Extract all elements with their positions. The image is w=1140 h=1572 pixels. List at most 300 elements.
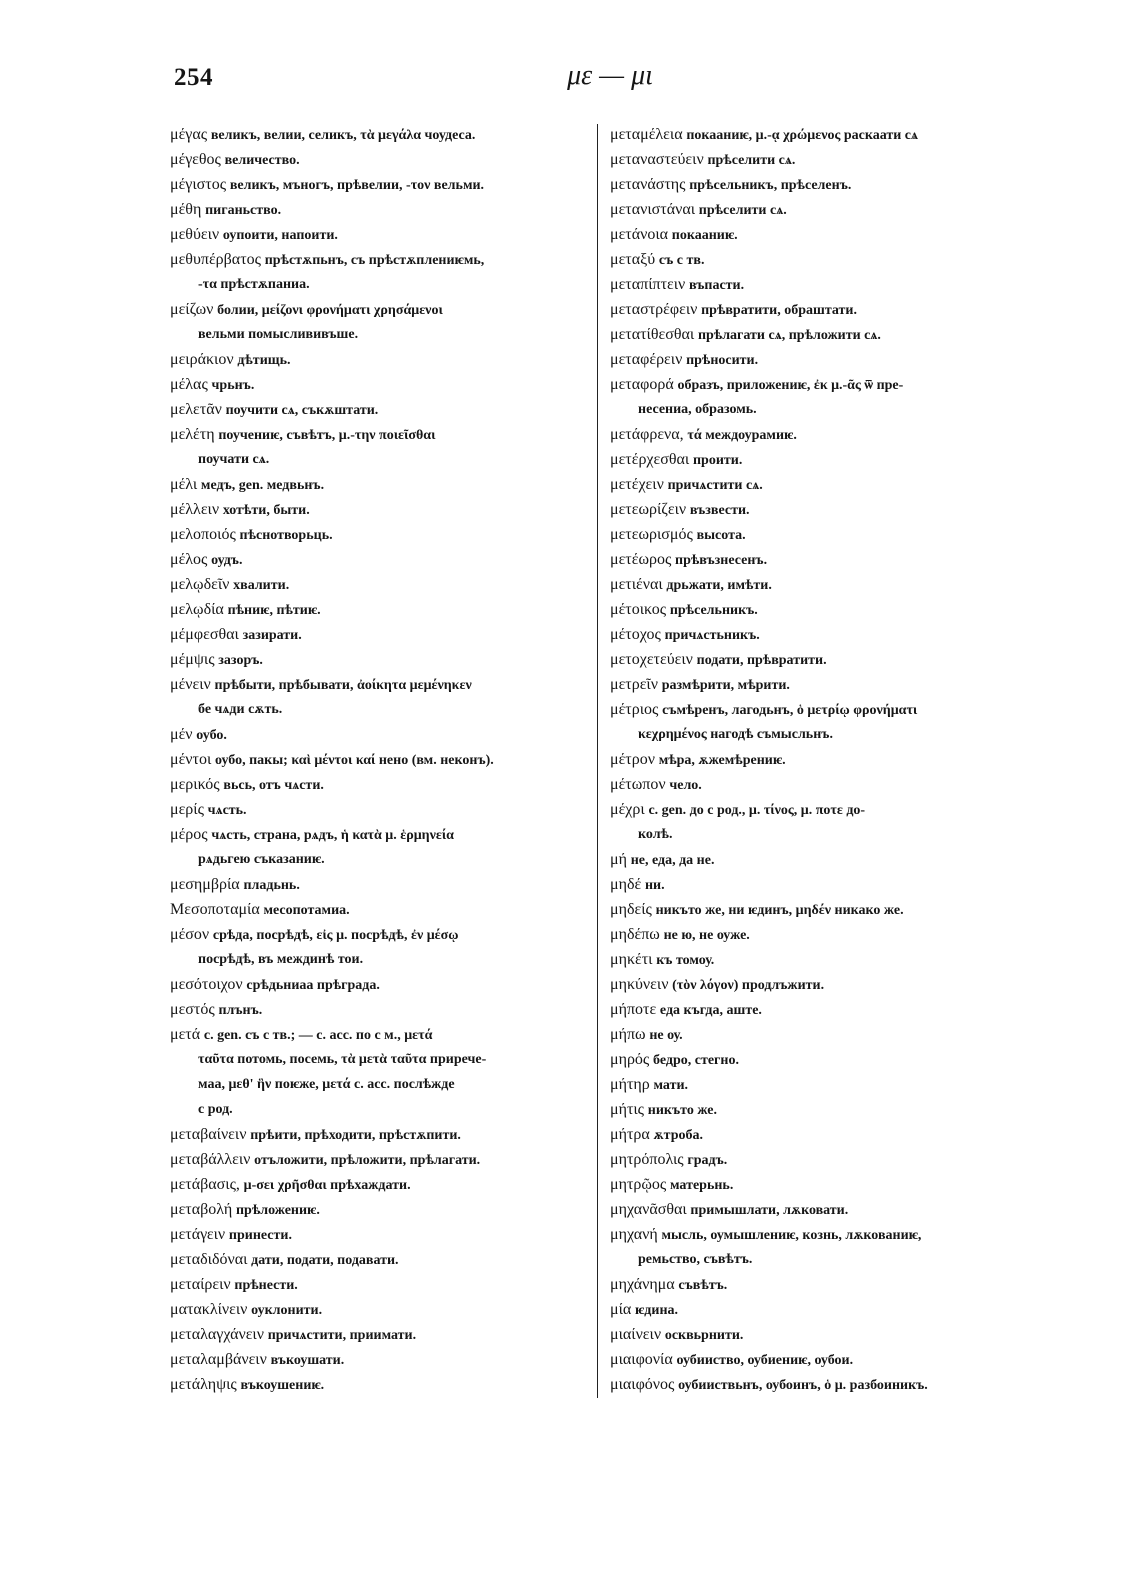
headword: μεταξύ — [610, 251, 656, 268]
line-text — [610, 872, 665, 897]
entry-line — [610, 1222, 1034, 1247]
entry-line — [610, 797, 1034, 822]
entry-line — [170, 797, 590, 822]
gloss-text: чрьнъ. — [211, 378, 255, 393]
gloss-text: высота. — [696, 528, 746, 543]
headword: μετανάστης — [610, 176, 686, 193]
entry-line — [170, 1322, 590, 1347]
line-text — [610, 947, 714, 972]
headword: μέρος — [170, 826, 208, 843]
entry-line — [170, 1147, 590, 1172]
headword: μετανιστάναι — [610, 201, 696, 218]
entry-continuation-line — [170, 1072, 590, 1097]
line-text — [610, 472, 763, 497]
entry-line — [170, 422, 590, 447]
gloss-text: дрьжати, имѣти. — [666, 578, 772, 593]
line-text — [610, 572, 772, 597]
gloss-text: образъ, приложениѥ, ἐκ μ.-ᾶς ѿ пре- — [677, 378, 904, 393]
entry-line — [610, 172, 1034, 197]
headword: μεσημβρία — [170, 876, 240, 893]
line-text — [610, 522, 746, 547]
gloss-text: зазирати. — [242, 628, 302, 643]
gloss-text: прѣлагати сѧ, прѣложити сѧ. — [697, 328, 881, 343]
dictionary-entry — [170, 572, 590, 597]
line-text — [610, 1222, 921, 1247]
headword: μητρόπολις — [610, 1151, 684, 1168]
line-text — [610, 1072, 688, 1097]
line-text — [170, 472, 324, 497]
gloss-text: примышлати, лѫковати. — [690, 1203, 849, 1218]
headword: μέμψις — [170, 651, 215, 668]
dictionary-entry — [610, 622, 1034, 647]
headword: μηδείς — [610, 901, 652, 918]
gloss-text: прѣвратити, обраштати. — [701, 303, 857, 318]
line-text — [170, 772, 324, 797]
line-text — [610, 747, 786, 772]
column-divider — [597, 124, 598, 1398]
entry-line — [610, 1172, 1034, 1197]
line-text — [170, 122, 475, 147]
line-text — [170, 997, 262, 1022]
line-text — [170, 147, 300, 172]
line-text — [170, 1297, 322, 1322]
gloss-text: вьсь, отъ чѧсти. — [223, 778, 324, 793]
entry-line — [170, 172, 590, 197]
line-text — [170, 622, 302, 647]
gloss-text: прѣселити сѧ. — [698, 203, 787, 218]
dictionary-entry — [170, 347, 590, 372]
entry-line — [610, 297, 1034, 322]
entry-line — [170, 1247, 590, 1272]
gloss-text: чѧсть, страна, рѧдъ, ἡ κατὰ μ. ἑρμηνεία — [211, 828, 454, 843]
headword: μετάγειν — [170, 1226, 226, 1243]
headword: μέλας — [170, 376, 208, 393]
headword: μεθυπέρβατος — [170, 251, 261, 268]
dictionary-entry — [610, 372, 1034, 422]
line-text — [170, 897, 350, 922]
headword: μεταβάλλειν — [170, 1151, 251, 1168]
headword: μηδέ — [610, 876, 642, 893]
gloss-text: ѫтроба. — [653, 1128, 703, 1143]
dictionary-entry — [610, 1147, 1034, 1172]
line-text — [610, 372, 903, 397]
line-text — [170, 597, 321, 622]
gloss-text: покааниѥ, μ.-ᾳ χρώμενος раскаати сѧ — [686, 128, 919, 143]
headword: μέτοχος — [610, 626, 661, 643]
headword: μετρεῖν — [610, 676, 658, 693]
dictionary-entry — [170, 897, 590, 922]
gloss-text: месопотамиа. — [263, 903, 350, 918]
entry-line — [170, 1297, 590, 1322]
entry-line — [610, 947, 1034, 972]
dictionary-entry — [610, 297, 1034, 322]
entry-line — [170, 772, 590, 797]
line-text — [610, 147, 795, 172]
line-text — [170, 1347, 344, 1372]
entry-line — [610, 672, 1034, 697]
gloss-text: ѥдина. — [635, 1303, 679, 1318]
headword: μιαίνειν — [610, 1326, 662, 1343]
gloss-text: мѣра, ѫжемѣрениѥ. — [658, 753, 786, 768]
gloss-text: принести. — [228, 1228, 292, 1243]
entry-line — [170, 1197, 590, 1222]
dictionary-entry — [170, 1272, 590, 1297]
line-text — [610, 197, 787, 222]
headword: μέλλειν — [170, 501, 220, 518]
gloss-text: плънъ. — [218, 1003, 263, 1018]
headword: μηχανᾶσθαι — [610, 1201, 687, 1218]
line-text — [610, 222, 738, 247]
dictionary-entry — [170, 1372, 590, 1397]
gloss-text: срѣда, посрѣдѣ, εἰς μ. посрѣдѣ, ἐν μέσῳ — [212, 928, 459, 943]
entry-line — [170, 1172, 590, 1197]
dictionary-entry — [610, 1097, 1034, 1122]
line-text — [610, 847, 714, 872]
gloss-text: маа, μεθ' ἣν поѥже, μετά c. acc. послѣжде — [198, 1077, 455, 1092]
dictionary-entry — [610, 197, 1034, 222]
entry-line — [170, 747, 590, 772]
headword: μετάβασις, — [170, 1176, 240, 1193]
line-text — [170, 547, 242, 572]
dictionary-entry — [610, 947, 1034, 972]
gloss-text: c. gen. съ с тв.; — c. acc. по с м., μετά — [203, 1028, 433, 1043]
dictionary-entry — [610, 647, 1034, 672]
entry-line — [610, 372, 1034, 397]
gloss-text: с род. — [198, 1102, 233, 1117]
dictionary-entry — [610, 522, 1034, 547]
dictionary-entry — [610, 122, 1034, 147]
entry-line — [610, 622, 1034, 647]
headword: μεστός — [170, 1001, 215, 1018]
line-text — [198, 1072, 455, 1097]
headword: μέσον — [170, 926, 210, 943]
gloss-text: оупоити, напоити. — [222, 228, 338, 243]
line-text — [638, 722, 833, 747]
dictionary-entry — [610, 347, 1034, 372]
gloss-text: вельми помыслививъше. — [198, 327, 359, 342]
line-text — [170, 872, 300, 897]
dictionary-entry — [610, 272, 1034, 297]
headword: μένειν — [170, 676, 211, 693]
dictionary-entry — [170, 747, 590, 772]
gloss-text: не ю, не оуже. — [663, 928, 750, 943]
dictionary-entry — [610, 747, 1034, 772]
entry-line — [170, 522, 590, 547]
headword: μήτηρ — [610, 1076, 650, 1093]
headword: μετάληψις — [170, 1376, 237, 1393]
gloss-text: прѣложениѥ. — [235, 1203, 320, 1218]
gloss-text: оуклонити. — [251, 1303, 323, 1318]
line-text — [170, 572, 289, 597]
gloss-text: хвалити. — [233, 578, 290, 593]
dictionary-entry — [610, 1372, 1034, 1397]
gloss-text: поучити сѧ, съкѫштати. — [225, 403, 379, 418]
line-text — [170, 1272, 298, 1297]
gloss-text: рѧдьгею съказаниѥ. — [198, 852, 325, 867]
line-text — [610, 1022, 683, 1047]
gloss-text: пиганьство. — [205, 203, 282, 218]
entry-line — [610, 447, 1034, 472]
entry-line — [170, 1347, 590, 1372]
page-number: 254 — [174, 64, 213, 91]
entry-line — [610, 1047, 1034, 1072]
headword: μέμφεσθαι — [170, 626, 239, 643]
entry-line — [610, 197, 1034, 222]
line-text — [610, 1272, 727, 1297]
gloss-text: колѣ. — [638, 827, 673, 842]
entry-line — [170, 572, 590, 597]
line-text — [638, 397, 757, 422]
gloss-text: прѣити, прѣходити, прѣстѫпити. — [250, 1128, 461, 1143]
dictionary-entry — [170, 1147, 590, 1172]
dictionary-entry — [610, 1297, 1034, 1322]
entry-line — [170, 347, 590, 372]
line-text — [610, 772, 702, 797]
dictionary-entry — [170, 522, 590, 547]
entry-line — [170, 622, 590, 647]
line-text — [610, 597, 758, 622]
entry-continuation-line — [610, 1247, 1034, 1272]
line-text — [170, 397, 378, 422]
line-text — [198, 1097, 233, 1122]
gloss-text: прѣбыти, прѣбывати, ἀοίκητα μεμένηκεν — [214, 678, 472, 693]
entry-line — [610, 547, 1034, 572]
headword: μήτις — [610, 1101, 645, 1118]
gloss-text: зазоръ. — [218, 653, 263, 668]
line-text — [610, 272, 744, 297]
gloss-text: причѧстити, приимати. — [267, 1328, 417, 1343]
line-text — [170, 372, 254, 397]
line-text — [170, 1147, 480, 1172]
dictionary-entry — [170, 1222, 590, 1247]
entry-line — [610, 847, 1034, 872]
dictionary-entry — [610, 447, 1034, 472]
line-text — [610, 247, 704, 272]
headword: μηρός — [610, 1051, 650, 1068]
gloss-text: оубо. — [196, 728, 227, 743]
entry-line — [610, 572, 1034, 597]
line-text — [610, 447, 742, 472]
entry-line — [610, 1347, 1034, 1372]
dictionary-entry — [170, 822, 590, 872]
dictionary-entry — [610, 572, 1034, 597]
gloss-text: осквьрнити. — [664, 1328, 744, 1343]
headword: μέθη — [170, 201, 202, 218]
line-text — [170, 172, 484, 197]
gloss-text: никъто же. — [647, 1103, 717, 1118]
line-text — [198, 1047, 486, 1072]
gloss-text: чѧсть. — [207, 803, 247, 818]
entry-line — [610, 997, 1034, 1022]
entry-line — [610, 322, 1034, 347]
line-text — [610, 497, 750, 522]
line-text — [198, 847, 325, 872]
headword: μετέρχεσθαι — [610, 451, 690, 468]
line-text — [170, 197, 281, 222]
gloss-text: τά междоурамиѥ. — [687, 428, 797, 443]
headword: μέγιστος — [170, 176, 227, 193]
line-text — [610, 1047, 739, 1072]
left-column — [170, 122, 590, 1397]
dictionary-entry — [610, 1072, 1034, 1097]
dictionary-entry — [170, 1297, 590, 1322]
dictionary-entry — [610, 872, 1034, 897]
headword: μία — [610, 1301, 632, 1318]
line-text — [610, 347, 758, 372]
entry-line — [610, 1272, 1034, 1297]
gloss-text: оубо, пакы; καὶ μέντοι καί нено (вм. неконъ). — [215, 753, 494, 768]
headword: μεθύειν — [170, 226, 220, 243]
gloss-text: посрѣдѣ, въ междинѣ тои. — [198, 952, 364, 967]
entry-line — [170, 247, 590, 272]
entry-line — [610, 1322, 1034, 1347]
entry-line — [170, 197, 590, 222]
line-text — [170, 1122, 461, 1147]
entry-line — [170, 497, 590, 522]
gloss-text: пладьнь. — [243, 878, 300, 893]
dictionary-entry — [610, 472, 1034, 497]
headword: μετεωρισμός — [610, 526, 693, 543]
line-text — [610, 1147, 727, 1172]
headword: μεταβολή — [170, 1201, 233, 1218]
entry-line — [170, 1222, 590, 1247]
entry-line — [170, 397, 590, 422]
entry-line — [610, 1297, 1034, 1322]
line-text — [170, 1372, 324, 1397]
gloss-text: прѣсельникъ. — [669, 603, 758, 618]
line-text — [198, 447, 269, 472]
dictionary-entry — [170, 197, 590, 222]
dictionary-entry — [170, 647, 590, 672]
dictionary-entry — [170, 1172, 590, 1197]
dictionary-entry — [610, 797, 1034, 847]
dictionary-entry — [610, 1197, 1034, 1222]
dictionary-entry — [170, 147, 590, 172]
headword: μελέτη — [170, 426, 215, 443]
entry-line — [610, 1097, 1034, 1122]
gloss-text: въкоушати. — [270, 1353, 345, 1368]
gloss-text: оубииствьнъ, оубоинъ, ὁ μ. разбоиникъ. — [678, 1378, 928, 1393]
gloss-text: прѣселити сѧ. — [707, 153, 796, 168]
headword: μεταβαίνειν — [170, 1126, 247, 1143]
gloss-text: въпасти. — [689, 278, 745, 293]
line-text — [170, 647, 263, 672]
entry-line — [170, 922, 590, 947]
headword: μήτρα — [610, 1126, 650, 1143]
dictionary-entry — [610, 772, 1034, 797]
headword: μελῳδεῖν — [170, 576, 230, 593]
headword: μετάφρενα, — [610, 426, 684, 443]
gloss-text: не оу. — [649, 1028, 683, 1043]
line-text — [198, 272, 310, 297]
entry-line — [610, 497, 1034, 522]
headword: Μεσοποταμία — [170, 901, 260, 918]
dictionary-entry — [610, 247, 1034, 272]
line-text — [170, 1322, 416, 1347]
headword: μέτρον — [610, 751, 655, 768]
line-text — [610, 622, 760, 647]
headword: μειράκιον — [170, 351, 234, 368]
entry-line — [610, 122, 1034, 147]
entry-line — [610, 647, 1034, 672]
headword: μέγεθος — [170, 151, 221, 168]
line-text — [170, 247, 484, 272]
gloss-text: съмѣренъ, лагодьнъ, ὁ μετρίῳ φρονήματι — [662, 703, 918, 718]
line-text — [610, 997, 762, 1022]
entry-line — [610, 747, 1034, 772]
dictionary-entry — [610, 497, 1034, 522]
headword: μέντοι — [170, 751, 212, 768]
gloss-text: подати, прѣвратити. — [696, 653, 827, 668]
gloss-text: прѣстѫпьнъ, съ прѣстѫплениѥмь, — [264, 253, 485, 268]
headword: ματακλίνειν — [170, 1301, 248, 1318]
gloss-text: медъ, gen. медвьнъ. — [200, 478, 325, 493]
entry-line — [170, 672, 590, 697]
dictionary-entry — [610, 972, 1034, 997]
gloss-text: величество. — [224, 153, 300, 168]
gloss-text: несениа, образомь. — [638, 402, 757, 417]
headword: μέλι — [170, 476, 198, 493]
gloss-text: прѣнести. — [234, 1278, 298, 1293]
entry-line — [170, 997, 590, 1022]
gloss-text: пѣниѥ, пѣтиѥ. — [227, 603, 321, 618]
entry-line — [170, 1022, 590, 1047]
dictionary-entry — [610, 672, 1034, 697]
entry-continuation-line — [170, 697, 590, 722]
entry-line — [170, 372, 590, 397]
headword: μέτριος — [610, 701, 659, 718]
headword: μεταπίπτειν — [610, 276, 686, 293]
line-text — [610, 547, 767, 572]
headword: μεταστρέφειν — [610, 301, 698, 318]
entry-line — [170, 822, 590, 847]
entry-line — [610, 1197, 1034, 1222]
line-text — [610, 647, 827, 672]
headword: μεταλαγχάνειν — [170, 1326, 264, 1343]
dictionary-entry — [170, 247, 590, 297]
dictionary-entry — [610, 547, 1034, 572]
dictionary-entry — [170, 1022, 590, 1122]
entry-line — [610, 422, 1034, 447]
entry-line — [170, 1272, 590, 1297]
entry-line — [610, 872, 1034, 897]
line-text — [170, 797, 247, 822]
entry-line — [170, 897, 590, 922]
gloss-text: съ с тв. — [658, 253, 705, 268]
line-text — [610, 322, 881, 347]
entry-line — [170, 147, 590, 172]
gloss-text: κεχρημένος нагодѣ съмысльнъ. — [638, 727, 833, 742]
gloss-text: бе чѧди сѫть. — [198, 702, 283, 717]
line-text — [610, 797, 865, 822]
dictionary-entry — [610, 1122, 1034, 1147]
line-text — [610, 972, 824, 997]
gloss-text: μ-σει χρῆσθαι прѣхаждати. — [243, 1178, 411, 1193]
entry-line — [610, 222, 1034, 247]
dictionary-entry — [170, 1247, 590, 1272]
dictionary-entry — [170, 622, 590, 647]
line-text — [170, 1222, 292, 1247]
headword: μηχανή — [610, 1226, 658, 1243]
gloss-text: ταῦτα потомь, посемь, τὰ μετὰ ταῦτα прирече- — [198, 1052, 487, 1067]
dictionary-entry — [610, 1172, 1034, 1197]
gloss-text: покааниѥ. — [671, 228, 738, 243]
dictionary-entry — [170, 797, 590, 822]
dictionary-entry — [610, 422, 1034, 447]
dictionary-entry — [610, 172, 1034, 197]
headword: μητρῷος — [610, 1176, 667, 1193]
headword: μεταναστεύειν — [610, 151, 704, 168]
